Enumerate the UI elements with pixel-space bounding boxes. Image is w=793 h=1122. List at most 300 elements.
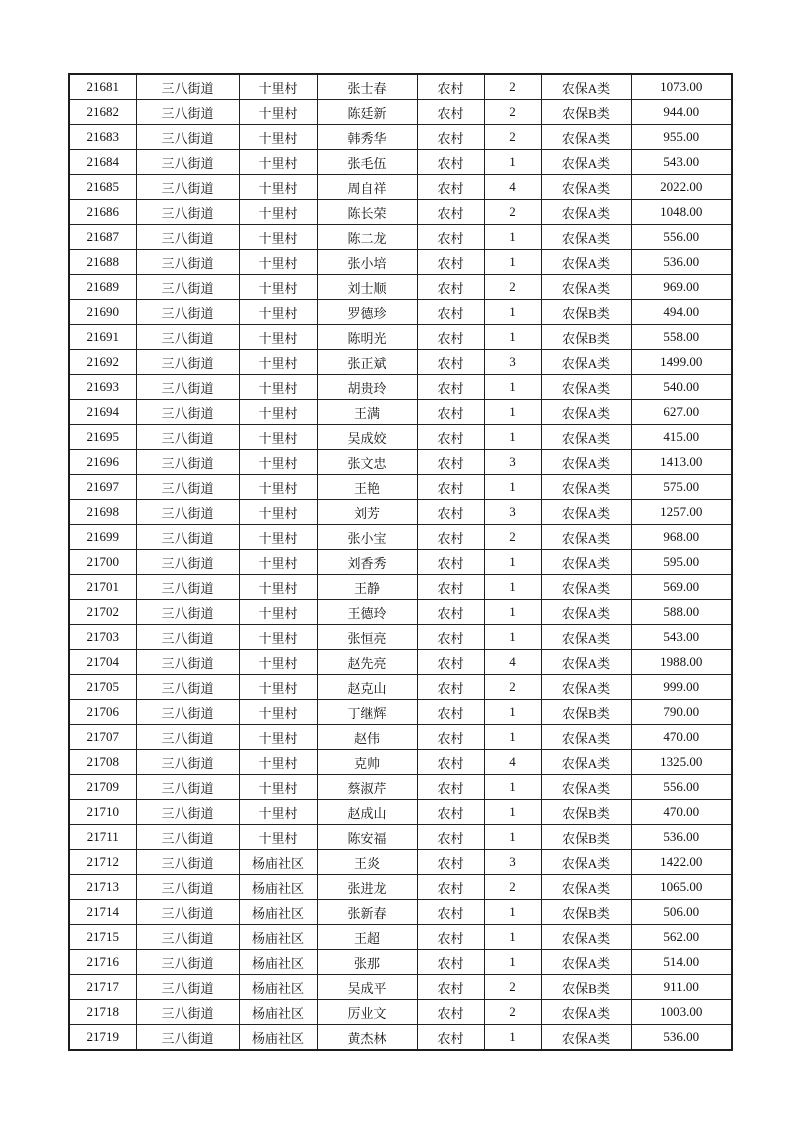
cell-person-count: 1 xyxy=(484,1025,541,1051)
cell-person-count: 1 xyxy=(484,375,541,400)
cell-village: 十里村 xyxy=(239,475,317,500)
cell-insurance-category: 农保A类 xyxy=(541,475,631,500)
cell-village: 十里村 xyxy=(239,600,317,625)
table-row xyxy=(69,375,732,400)
cell-amount: 790.00 xyxy=(631,700,732,725)
cell-street: 三八街道 xyxy=(136,450,239,475)
cell-amount: 911.00 xyxy=(631,975,732,1000)
cell-record-id: 21717 xyxy=(69,975,136,1000)
cell-record-id: 21701 xyxy=(69,575,136,600)
cell-insurance-category: 农保A类 xyxy=(541,875,631,900)
cell-residence-type: 农村 xyxy=(417,375,484,400)
cell-amount: 536.00 xyxy=(631,825,732,850)
cell-insurance-category: 农保A类 xyxy=(541,1025,631,1051)
cell-residence-type: 农村 xyxy=(417,775,484,800)
cell-amount: 543.00 xyxy=(631,150,732,175)
cell-person-name: 王艳 xyxy=(317,475,417,500)
cell-record-id: 21688 xyxy=(69,250,136,275)
cell-village: 十里村 xyxy=(239,725,317,750)
cell-person-name: 张那 xyxy=(317,950,417,975)
table-row xyxy=(69,575,732,600)
table-row xyxy=(69,74,732,100)
cell-street: 三八街道 xyxy=(136,575,239,600)
cell-street: 三八街道 xyxy=(136,1025,239,1051)
cell-insurance-category: 农保A类 xyxy=(541,675,631,700)
cell-person-count: 4 xyxy=(484,175,541,200)
cell-person-count: 1 xyxy=(484,475,541,500)
cell-record-id: 21695 xyxy=(69,425,136,450)
cell-street: 三八街道 xyxy=(136,875,239,900)
cell-street: 三八街道 xyxy=(136,700,239,725)
table-row xyxy=(69,400,732,425)
cell-insurance-category: 农保A类 xyxy=(541,225,631,250)
cell-residence-type: 农村 xyxy=(417,850,484,875)
cell-insurance-category: 农保A类 xyxy=(541,74,631,100)
cell-village: 十里村 xyxy=(239,550,317,575)
cell-street: 三八街道 xyxy=(136,400,239,425)
table-row xyxy=(69,450,732,475)
cell-person-count: 1 xyxy=(484,425,541,450)
cell-person-count: 2 xyxy=(484,74,541,100)
table-row xyxy=(69,350,732,375)
cell-street: 三八街道 xyxy=(136,200,239,225)
cell-residence-type: 农村 xyxy=(417,700,484,725)
cell-residence-type: 农村 xyxy=(417,250,484,275)
cell-amount: 944.00 xyxy=(631,100,732,125)
cell-village: 杨庙社区 xyxy=(239,900,317,925)
cell-record-id: 21681 xyxy=(69,74,136,100)
cell-insurance-category: 农保A类 xyxy=(541,500,631,525)
cell-village: 十里村 xyxy=(239,800,317,825)
cell-insurance-category: 农保A类 xyxy=(541,850,631,875)
cell-residence-type: 农村 xyxy=(417,900,484,925)
cell-amount: 415.00 xyxy=(631,425,732,450)
cell-person-name: 黄杰林 xyxy=(317,1025,417,1051)
cell-amount: 556.00 xyxy=(631,225,732,250)
cell-insurance-category: 农保B类 xyxy=(541,825,631,850)
cell-amount: 968.00 xyxy=(631,525,732,550)
cell-insurance-category: 农保A类 xyxy=(541,775,631,800)
cell-person-count: 2 xyxy=(484,675,541,700)
cell-person-name: 陈安福 xyxy=(317,825,417,850)
cell-residence-type: 农村 xyxy=(417,1000,484,1025)
cell-amount: 627.00 xyxy=(631,400,732,425)
cell-person-count: 2 xyxy=(484,1000,541,1025)
cell-record-id: 21683 xyxy=(69,125,136,150)
cell-village: 十里村 xyxy=(239,375,317,400)
cell-amount: 1073.00 xyxy=(631,74,732,100)
cell-insurance-category: 农保B类 xyxy=(541,900,631,925)
cell-street: 三八街道 xyxy=(136,925,239,950)
cell-residence-type: 农村 xyxy=(417,200,484,225)
cell-amount: 514.00 xyxy=(631,950,732,975)
cell-person-name: 张新春 xyxy=(317,900,417,925)
cell-amount: 562.00 xyxy=(631,925,732,950)
cell-street: 三八街道 xyxy=(136,125,239,150)
cell-record-id: 21705 xyxy=(69,675,136,700)
cell-insurance-category: 农保A类 xyxy=(541,625,631,650)
table-row xyxy=(69,325,732,350)
cell-person-name: 刘芳 xyxy=(317,500,417,525)
cell-amount: 1499.00 xyxy=(631,350,732,375)
cell-residence-type: 农村 xyxy=(417,325,484,350)
cell-village: 十里村 xyxy=(239,250,317,275)
cell-insurance-category: 农保A类 xyxy=(541,200,631,225)
cell-street: 三八街道 xyxy=(136,800,239,825)
cell-residence-type: 农村 xyxy=(417,150,484,175)
cell-record-id: 21684 xyxy=(69,150,136,175)
cell-amount: 536.00 xyxy=(631,1025,732,1051)
cell-amount: 536.00 xyxy=(631,250,732,275)
cell-street: 三八街道 xyxy=(136,100,239,125)
cell-person-count: 4 xyxy=(484,650,541,675)
cell-person-name: 张文忠 xyxy=(317,450,417,475)
cell-insurance-category: 农保A类 xyxy=(541,175,631,200)
cell-record-id: 21716 xyxy=(69,950,136,975)
cell-street: 三八街道 xyxy=(136,900,239,925)
cell-residence-type: 农村 xyxy=(417,74,484,100)
cell-street: 三八街道 xyxy=(136,225,239,250)
cell-insurance-category: 农保A类 xyxy=(541,250,631,275)
table-row xyxy=(69,775,732,800)
table-row xyxy=(69,425,732,450)
cell-insurance-category: 农保A类 xyxy=(541,550,631,575)
cell-person-name: 张进龙 xyxy=(317,875,417,900)
cell-person-name: 丁继辉 xyxy=(317,700,417,725)
cell-residence-type: 农村 xyxy=(417,125,484,150)
cell-street: 三八街道 xyxy=(136,500,239,525)
cell-residence-type: 农村 xyxy=(417,175,484,200)
cell-person-count: 3 xyxy=(484,450,541,475)
records-table-body xyxy=(69,74,732,1050)
cell-amount: 1422.00 xyxy=(631,850,732,875)
cell-village: 十里村 xyxy=(239,750,317,775)
cell-person-count: 1 xyxy=(484,600,541,625)
cell-record-id: 21712 xyxy=(69,850,136,875)
cell-person-count: 1 xyxy=(484,725,541,750)
table-row xyxy=(69,900,732,925)
cell-person-count: 3 xyxy=(484,350,541,375)
cell-amount: 1048.00 xyxy=(631,200,732,225)
cell-person-count: 1 xyxy=(484,950,541,975)
cell-record-id: 21691 xyxy=(69,325,136,350)
cell-record-id: 21687 xyxy=(69,225,136,250)
cell-amount: 595.00 xyxy=(631,550,732,575)
cell-village: 十里村 xyxy=(239,125,317,150)
cell-person-name: 陈明光 xyxy=(317,325,417,350)
cell-person-count: 1 xyxy=(484,900,541,925)
cell-insurance-category: 农保B类 xyxy=(541,700,631,725)
cell-person-name: 王满 xyxy=(317,400,417,425)
cell-record-id: 21718 xyxy=(69,1000,136,1025)
cell-village: 十里村 xyxy=(239,325,317,350)
cell-person-count: 1 xyxy=(484,575,541,600)
cell-village: 杨庙社区 xyxy=(239,975,317,1000)
cell-insurance-category: 农保A类 xyxy=(541,525,631,550)
cell-person-count: 3 xyxy=(484,500,541,525)
cell-insurance-category: 农保B类 xyxy=(541,325,631,350)
table-row xyxy=(69,650,732,675)
cell-village: 十里村 xyxy=(239,74,317,100)
cell-person-name: 韩秀华 xyxy=(317,125,417,150)
cell-street: 三八街道 xyxy=(136,375,239,400)
cell-record-id: 21707 xyxy=(69,725,136,750)
cell-record-id: 21702 xyxy=(69,600,136,625)
cell-residence-type: 农村 xyxy=(417,450,484,475)
cell-record-id: 21704 xyxy=(69,650,136,675)
table-row xyxy=(69,100,732,125)
cell-village: 杨庙社区 xyxy=(239,850,317,875)
table-row xyxy=(69,1000,732,1025)
table-row xyxy=(69,975,732,1000)
cell-person-count: 1 xyxy=(484,825,541,850)
cell-person-count: 1 xyxy=(484,250,541,275)
table-row xyxy=(69,500,732,525)
cell-village: 十里村 xyxy=(239,200,317,225)
cell-person-name: 周自祥 xyxy=(317,175,417,200)
table-row xyxy=(69,300,732,325)
cell-record-id: 21682 xyxy=(69,100,136,125)
table-row xyxy=(69,950,732,975)
cell-record-id: 21709 xyxy=(69,775,136,800)
cell-village: 十里村 xyxy=(239,575,317,600)
cell-record-id: 21692 xyxy=(69,350,136,375)
cell-record-id: 21699 xyxy=(69,525,136,550)
cell-residence-type: 农村 xyxy=(417,975,484,1000)
cell-person-name: 赵伟 xyxy=(317,725,417,750)
cell-amount: 588.00 xyxy=(631,600,732,625)
cell-person-name: 蔡淑芹 xyxy=(317,775,417,800)
cell-residence-type: 农村 xyxy=(417,225,484,250)
cell-residence-type: 农村 xyxy=(417,425,484,450)
cell-person-count: 1 xyxy=(484,700,541,725)
cell-street: 三八街道 xyxy=(136,825,239,850)
cell-amount: 1065.00 xyxy=(631,875,732,900)
cell-residence-type: 农村 xyxy=(417,525,484,550)
cell-record-id: 21715 xyxy=(69,925,136,950)
cell-insurance-category: 农保A类 xyxy=(541,750,631,775)
cell-residence-type: 农村 xyxy=(417,300,484,325)
cell-person-name: 罗德珍 xyxy=(317,300,417,325)
cell-person-count: 1 xyxy=(484,400,541,425)
table-row xyxy=(69,625,732,650)
cell-amount: 575.00 xyxy=(631,475,732,500)
cell-insurance-category: 农保B类 xyxy=(541,800,631,825)
cell-record-id: 21685 xyxy=(69,175,136,200)
cell-insurance-category: 农保A类 xyxy=(541,425,631,450)
cell-village: 十里村 xyxy=(239,350,317,375)
table-row xyxy=(69,200,732,225)
cell-person-count: 2 xyxy=(484,525,541,550)
table-row xyxy=(69,550,732,575)
cell-amount: 1325.00 xyxy=(631,750,732,775)
cell-village: 十里村 xyxy=(239,100,317,125)
cell-person-count: 1 xyxy=(484,800,541,825)
cell-insurance-category: 农保A类 xyxy=(541,450,631,475)
cell-amount: 540.00 xyxy=(631,375,732,400)
cell-person-count: 2 xyxy=(484,275,541,300)
table-row xyxy=(69,800,732,825)
cell-village: 杨庙社区 xyxy=(239,875,317,900)
cell-village: 杨庙社区 xyxy=(239,950,317,975)
cell-insurance-category: 农保A类 xyxy=(541,375,631,400)
cell-person-name: 陈二龙 xyxy=(317,225,417,250)
cell-street: 三八街道 xyxy=(136,650,239,675)
cell-person-name: 吴成姣 xyxy=(317,425,417,450)
cell-amount: 556.00 xyxy=(631,775,732,800)
cell-residence-type: 农村 xyxy=(417,575,484,600)
cell-person-name: 胡贵玲 xyxy=(317,375,417,400)
cell-record-id: 21686 xyxy=(69,200,136,225)
cell-amount: 969.00 xyxy=(631,275,732,300)
cell-person-count: 1 xyxy=(484,325,541,350)
cell-residence-type: 农村 xyxy=(417,925,484,950)
cell-person-count: 2 xyxy=(484,100,541,125)
cell-person-name: 张小宝 xyxy=(317,525,417,550)
cell-street: 三八街道 xyxy=(136,550,239,575)
table-row xyxy=(69,225,732,250)
cell-insurance-category: 农保B类 xyxy=(541,975,631,1000)
cell-street: 三八街道 xyxy=(136,625,239,650)
cell-person-name: 张毛伍 xyxy=(317,150,417,175)
cell-person-name: 王静 xyxy=(317,575,417,600)
cell-person-name: 厉业文 xyxy=(317,1000,417,1025)
cell-insurance-category: 农保A类 xyxy=(541,400,631,425)
cell-residence-type: 农村 xyxy=(417,500,484,525)
cell-insurance-category: 农保A类 xyxy=(541,950,631,975)
cell-insurance-category: 农保A类 xyxy=(541,275,631,300)
cell-street: 三八街道 xyxy=(136,850,239,875)
cell-village: 十里村 xyxy=(239,700,317,725)
cell-person-name: 陈长荣 xyxy=(317,200,417,225)
table-row xyxy=(69,125,732,150)
cell-person-count: 2 xyxy=(484,125,541,150)
table-row xyxy=(69,850,732,875)
cell-record-id: 21719 xyxy=(69,1025,136,1051)
cell-insurance-category: 农保A类 xyxy=(541,575,631,600)
cell-street: 三八街道 xyxy=(136,250,239,275)
cell-amount: 1413.00 xyxy=(631,450,732,475)
cell-residence-type: 农村 xyxy=(417,400,484,425)
cell-person-name: 刘香秀 xyxy=(317,550,417,575)
cell-street: 三八街道 xyxy=(136,950,239,975)
cell-street: 三八街道 xyxy=(136,275,239,300)
cell-village: 杨庙社区 xyxy=(239,1025,317,1051)
cell-amount: 543.00 xyxy=(631,625,732,650)
cell-street: 三八街道 xyxy=(136,350,239,375)
table-row xyxy=(69,750,732,775)
cell-village: 十里村 xyxy=(239,825,317,850)
cell-residence-type: 农村 xyxy=(417,275,484,300)
cell-record-id: 21700 xyxy=(69,550,136,575)
cell-street: 三八街道 xyxy=(136,775,239,800)
table-row xyxy=(69,925,732,950)
cell-residence-type: 农村 xyxy=(417,725,484,750)
cell-record-id: 21693 xyxy=(69,375,136,400)
cell-person-count: 4 xyxy=(484,750,541,775)
cell-person-name: 赵克山 xyxy=(317,675,417,700)
cell-street: 三八街道 xyxy=(136,975,239,1000)
cell-residence-type: 农村 xyxy=(417,1025,484,1051)
cell-record-id: 21713 xyxy=(69,875,136,900)
cell-insurance-category: 农保A类 xyxy=(541,725,631,750)
cell-street: 三八街道 xyxy=(136,600,239,625)
cell-person-count: 1 xyxy=(484,775,541,800)
cell-amount: 569.00 xyxy=(631,575,732,600)
table-row xyxy=(69,250,732,275)
cell-village: 十里村 xyxy=(239,150,317,175)
cell-insurance-category: 农保A类 xyxy=(541,1000,631,1025)
cell-person-name: 赵先亮 xyxy=(317,650,417,675)
cell-amount: 999.00 xyxy=(631,675,732,700)
cell-amount: 470.00 xyxy=(631,725,732,750)
table-row xyxy=(69,275,732,300)
cell-person-name: 张恒亮 xyxy=(317,625,417,650)
cell-amount: 1257.00 xyxy=(631,500,732,525)
cell-amount: 558.00 xyxy=(631,325,732,350)
cell-residence-type: 农村 xyxy=(417,100,484,125)
cell-record-id: 21714 xyxy=(69,900,136,925)
table-row xyxy=(69,475,732,500)
cell-person-count: 2 xyxy=(484,200,541,225)
table-row xyxy=(69,600,732,625)
cell-amount: 1003.00 xyxy=(631,1000,732,1025)
cell-amount: 470.00 xyxy=(631,800,732,825)
cell-record-id: 21694 xyxy=(69,400,136,425)
cell-person-name: 王超 xyxy=(317,925,417,950)
cell-street: 三八街道 xyxy=(136,150,239,175)
cell-amount: 494.00 xyxy=(631,300,732,325)
cell-person-count: 1 xyxy=(484,150,541,175)
cell-record-id: 21690 xyxy=(69,300,136,325)
table-row xyxy=(69,825,732,850)
cell-person-count: 1 xyxy=(484,300,541,325)
table-row xyxy=(69,1025,732,1051)
cell-residence-type: 农村 xyxy=(417,675,484,700)
cell-village: 杨庙社区 xyxy=(239,925,317,950)
cell-residence-type: 农村 xyxy=(417,875,484,900)
cell-residence-type: 农村 xyxy=(417,750,484,775)
cell-person-name: 吴成平 xyxy=(317,975,417,1000)
cell-village: 十里村 xyxy=(239,425,317,450)
cell-person-count: 1 xyxy=(484,225,541,250)
cell-amount: 2022.00 xyxy=(631,175,732,200)
cell-insurance-category: 农保A类 xyxy=(541,600,631,625)
cell-village: 十里村 xyxy=(239,275,317,300)
cell-person-count: 2 xyxy=(484,975,541,1000)
cell-village: 十里村 xyxy=(239,500,317,525)
cell-residence-type: 农村 xyxy=(417,825,484,850)
cell-street: 三八街道 xyxy=(136,675,239,700)
cell-residence-type: 农村 xyxy=(417,550,484,575)
cell-insurance-category: 农保A类 xyxy=(541,125,631,150)
cell-person-name: 张士春 xyxy=(317,74,417,100)
cell-street: 三八街道 xyxy=(136,725,239,750)
table-row xyxy=(69,150,732,175)
cell-village: 十里村 xyxy=(239,225,317,250)
cell-person-name: 王德玲 xyxy=(317,600,417,625)
cell-village: 十里村 xyxy=(239,775,317,800)
cell-record-id: 21698 xyxy=(69,500,136,525)
cell-village: 十里村 xyxy=(239,650,317,675)
cell-insurance-category: 农保A类 xyxy=(541,650,631,675)
table-row xyxy=(69,725,732,750)
cell-person-count: 1 xyxy=(484,925,541,950)
cell-person-name: 赵成山 xyxy=(317,800,417,825)
cell-residence-type: 农村 xyxy=(417,800,484,825)
cell-insurance-category: 农保B类 xyxy=(541,300,631,325)
cell-village: 杨庙社区 xyxy=(239,1000,317,1025)
